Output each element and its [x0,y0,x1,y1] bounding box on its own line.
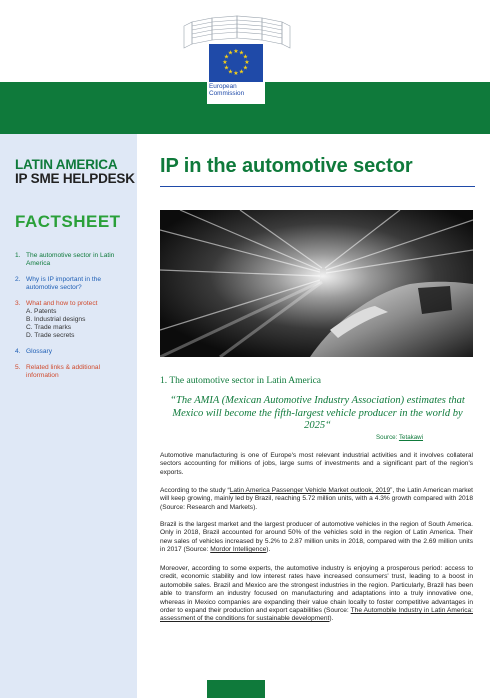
svg-text:★: ★ [227,68,234,76]
toc-sub-patents[interactable]: A. Patents [26,308,57,315]
paragraph-3 [160,521,473,555]
logo-text [209,82,265,104]
paragraph-2 [160,487,473,512]
svg-text:★: ★ [233,48,239,55]
toc-label: Related links & additional information [26,364,101,379]
logo-text-line2: Commission [209,90,245,98]
toc-sub-industrial-designs[interactable]: B. Industrial designs [26,316,86,323]
quote-source-link[interactable]: Tetakawi [398,434,424,441]
svg-text:★: ★ [223,53,230,61]
paragraph-4 [160,565,473,624]
toc-label: Glossary [26,348,53,355]
toc-item-automotive-sector[interactable] [15,252,127,268]
paragraph-1: Automotive manufacturing is one of Europe's most relevant industrial activities and it involves collateral sectors accounting for millions of jobs, large sums of investments and a significant part of the region's exports. [160,452,473,476]
quote-source-prefix: Source: [376,434,399,441]
toc-number: 5. [15,364,21,371]
toc-sub-trade-secrets[interactable]: D. Trade secrets [26,332,75,339]
paragraph-4-text-a: Moreover, according to some experts, the automotive industry is enjoying a prosperous period: access to credit, economic stability and low interest rates have increased consumers' trust, leading to a boost in automobile sales. Brazil and Mexico are the strongest industries in the region. Particularly, Brazil has been able to transform an industry focused on manufacturing and adaptations into a truly innovative one, whereas in Mexico companies are expanding their value chain locally to foster competitive advantages in order to expand their production and export capabilities (Source: [160,565,473,615]
svg-text:★: ★ [223,64,230,72]
paragraph-4-text-b: ). [329,615,334,623]
automobile-industry-link[interactable]: The Automobile Industry in Latin America: assessment of the conditions for sustainable development [160,607,473,623]
svg-text:★: ★ [227,49,234,57]
toc-label: What and how to protect [26,300,98,307]
toc-label: Why is IP important in the automotive sector? [26,276,102,291]
section-heading-1: 1. The automotive sector in Latin America [160,376,322,386]
study-link[interactable]: Latin America Passenger Vehicle Market outlook, 2019 [229,487,391,494]
factsheet-label: FACTSHEET [15,212,121,231]
toc-label: The automotive sector in Latin America [26,252,115,267]
toc-number: 1. [15,252,21,259]
toc-item-related-links[interactable] [15,364,127,380]
helpdesk-title-line1: LATIN AMERICA [15,157,118,172]
page-title: IP in the automotive sector [160,155,413,177]
quote-source [376,434,423,441]
mordor-intelligence-link[interactable]: Mordor Intelligence [210,546,267,554]
svg-text:★: ★ [238,68,245,76]
car-tunnel-photo [160,210,473,357]
paragraph-2-text-a: According to the study “ [160,487,230,494]
toc-number: 3. [15,300,21,307]
svg-text:★: ★ [233,70,239,77]
svg-text:★: ★ [238,49,245,57]
paragraph-2-text-b: ”, the Latin American market will keep growing, mainly led by Brazil, reaching 5.72 million units, with a 4.3% growth compared with 2018 (Source: Research and Markets). [160,487,473,511]
helpdesk-title-line2: IP SME HELPDESK [15,171,135,186]
svg-text:★: ★ [244,59,250,66]
helpdesk-title [15,158,135,186]
toc-number: 2. [15,276,21,283]
paragraph-3-text-a: Brazil is the largest market and the largest producer of automotive vehicles in the region of South America. Only in 2018, Brazil accounted for around 50% of the vehicles sold in the region of Latin America. Their new sales of vehicles increased by 5.2% to 2.87 million units in 2018, compared with the 2.69 million units in 2017 (Source: [160,521,473,554]
pull-quote: “The AMIA (Mexican Automotive Industry Association) estimates that Mexico will become the fifth-largest vehicle producer in the world by 2025“ [170,395,465,431]
eu-flag-icon [209,44,263,82]
table-of-contents [15,252,127,388]
title-divider [160,186,475,187]
paragraph-3-text-b: ). [266,546,271,554]
footer-tab [207,680,265,698]
toc-sub-trade-marks[interactable]: C. Trade marks [26,324,72,331]
logo-text-line1: European [209,83,237,90]
svg-text:★: ★ [242,64,249,72]
toc-item-why-ip[interactable] [15,276,127,292]
svg-text:★: ★ [242,53,249,61]
toc-item-glossary[interactable] [15,348,127,356]
toc-number: 4. [15,348,21,355]
svg-text:★: ★ [222,59,228,66]
toc-item-what-how-protect[interactable] [15,300,127,340]
